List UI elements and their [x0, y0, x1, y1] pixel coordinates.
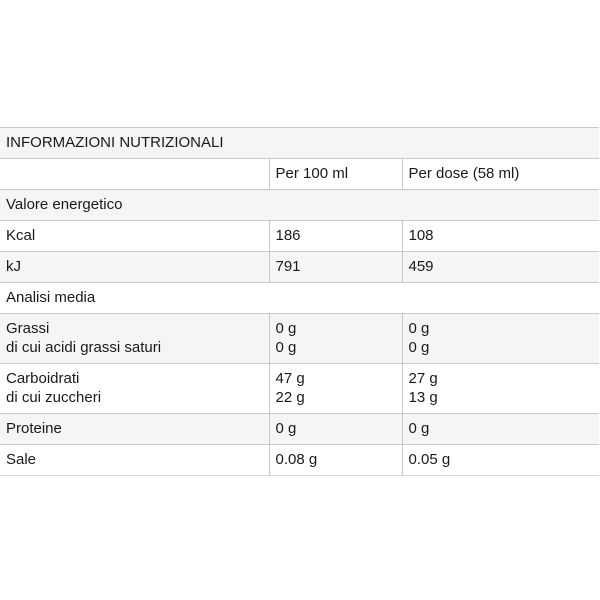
header-per-100ml: Per 100 ml: [269, 159, 402, 190]
value-salt-perdose: 0.05 g: [402, 445, 599, 476]
table-header-row: [0, 159, 599, 190]
row-label-fat: [0, 314, 269, 364]
table-row-kj: [0, 252, 599, 283]
row-label-protein: Proteine: [0, 414, 269, 445]
header-per-dose: Per dose (58 ml): [402, 159, 599, 190]
row-label-carbs: [0, 364, 269, 414]
section-label-analysis: Analisi media: [0, 283, 599, 314]
section-label-energy: Valore energetico: [0, 190, 599, 221]
carbs-label: Carboidrati: [6, 370, 80, 387]
section-row-analysis: [0, 283, 599, 314]
value-protein-perdose: 0 g: [402, 414, 599, 445]
table-title-row: [0, 128, 599, 159]
table-row-kcal: [0, 221, 599, 252]
value-protein-per100: 0 g: [269, 414, 402, 445]
sugars-per100: 22 g: [275, 389, 305, 406]
saturated-fat-label: di cui acidi grassi saturi: [6, 339, 162, 356]
table-row-protein: [0, 414, 599, 445]
table-title: INFORMAZIONI NUTRIZIONALI: [0, 128, 599, 159]
saturated-fat-per100: 0 g: [275, 339, 297, 356]
value-carbs-perdose: [402, 364, 599, 414]
fat-per100: 0 g: [275, 320, 297, 337]
nutrition-table: [0, 127, 599, 476]
table-row-salt: [0, 445, 599, 476]
row-label-kcal: Kcal: [0, 221, 269, 252]
carbs-per100: 47 g: [275, 370, 305, 387]
sugars-label: di cui zuccheri: [6, 389, 102, 406]
table-row-fat: [0, 314, 599, 364]
fat-perdose: 0 g: [408, 320, 430, 337]
header-empty-cell: [0, 159, 269, 190]
table-row-carbs: [0, 364, 599, 414]
value-fat-per100: [269, 314, 402, 364]
value-salt-per100: 0.08 g: [269, 445, 402, 476]
section-row-energy: [0, 190, 599, 221]
value-kj-perdose: 459: [402, 252, 599, 283]
sugars-perdose: 13 g: [408, 389, 438, 406]
fat-label: Grassi: [6, 320, 50, 337]
row-label-kj: kJ: [0, 252, 269, 283]
value-kcal-per100: 186: [269, 221, 402, 252]
value-kj-per100: 791: [269, 252, 402, 283]
saturated-fat-perdose: 0 g: [408, 339, 430, 356]
value-carbs-per100: [269, 364, 402, 414]
value-fat-perdose: [402, 314, 599, 364]
carbs-perdose: 27 g: [408, 370, 438, 387]
value-kcal-perdose: 108: [402, 221, 599, 252]
row-label-salt: Sale: [0, 445, 269, 476]
